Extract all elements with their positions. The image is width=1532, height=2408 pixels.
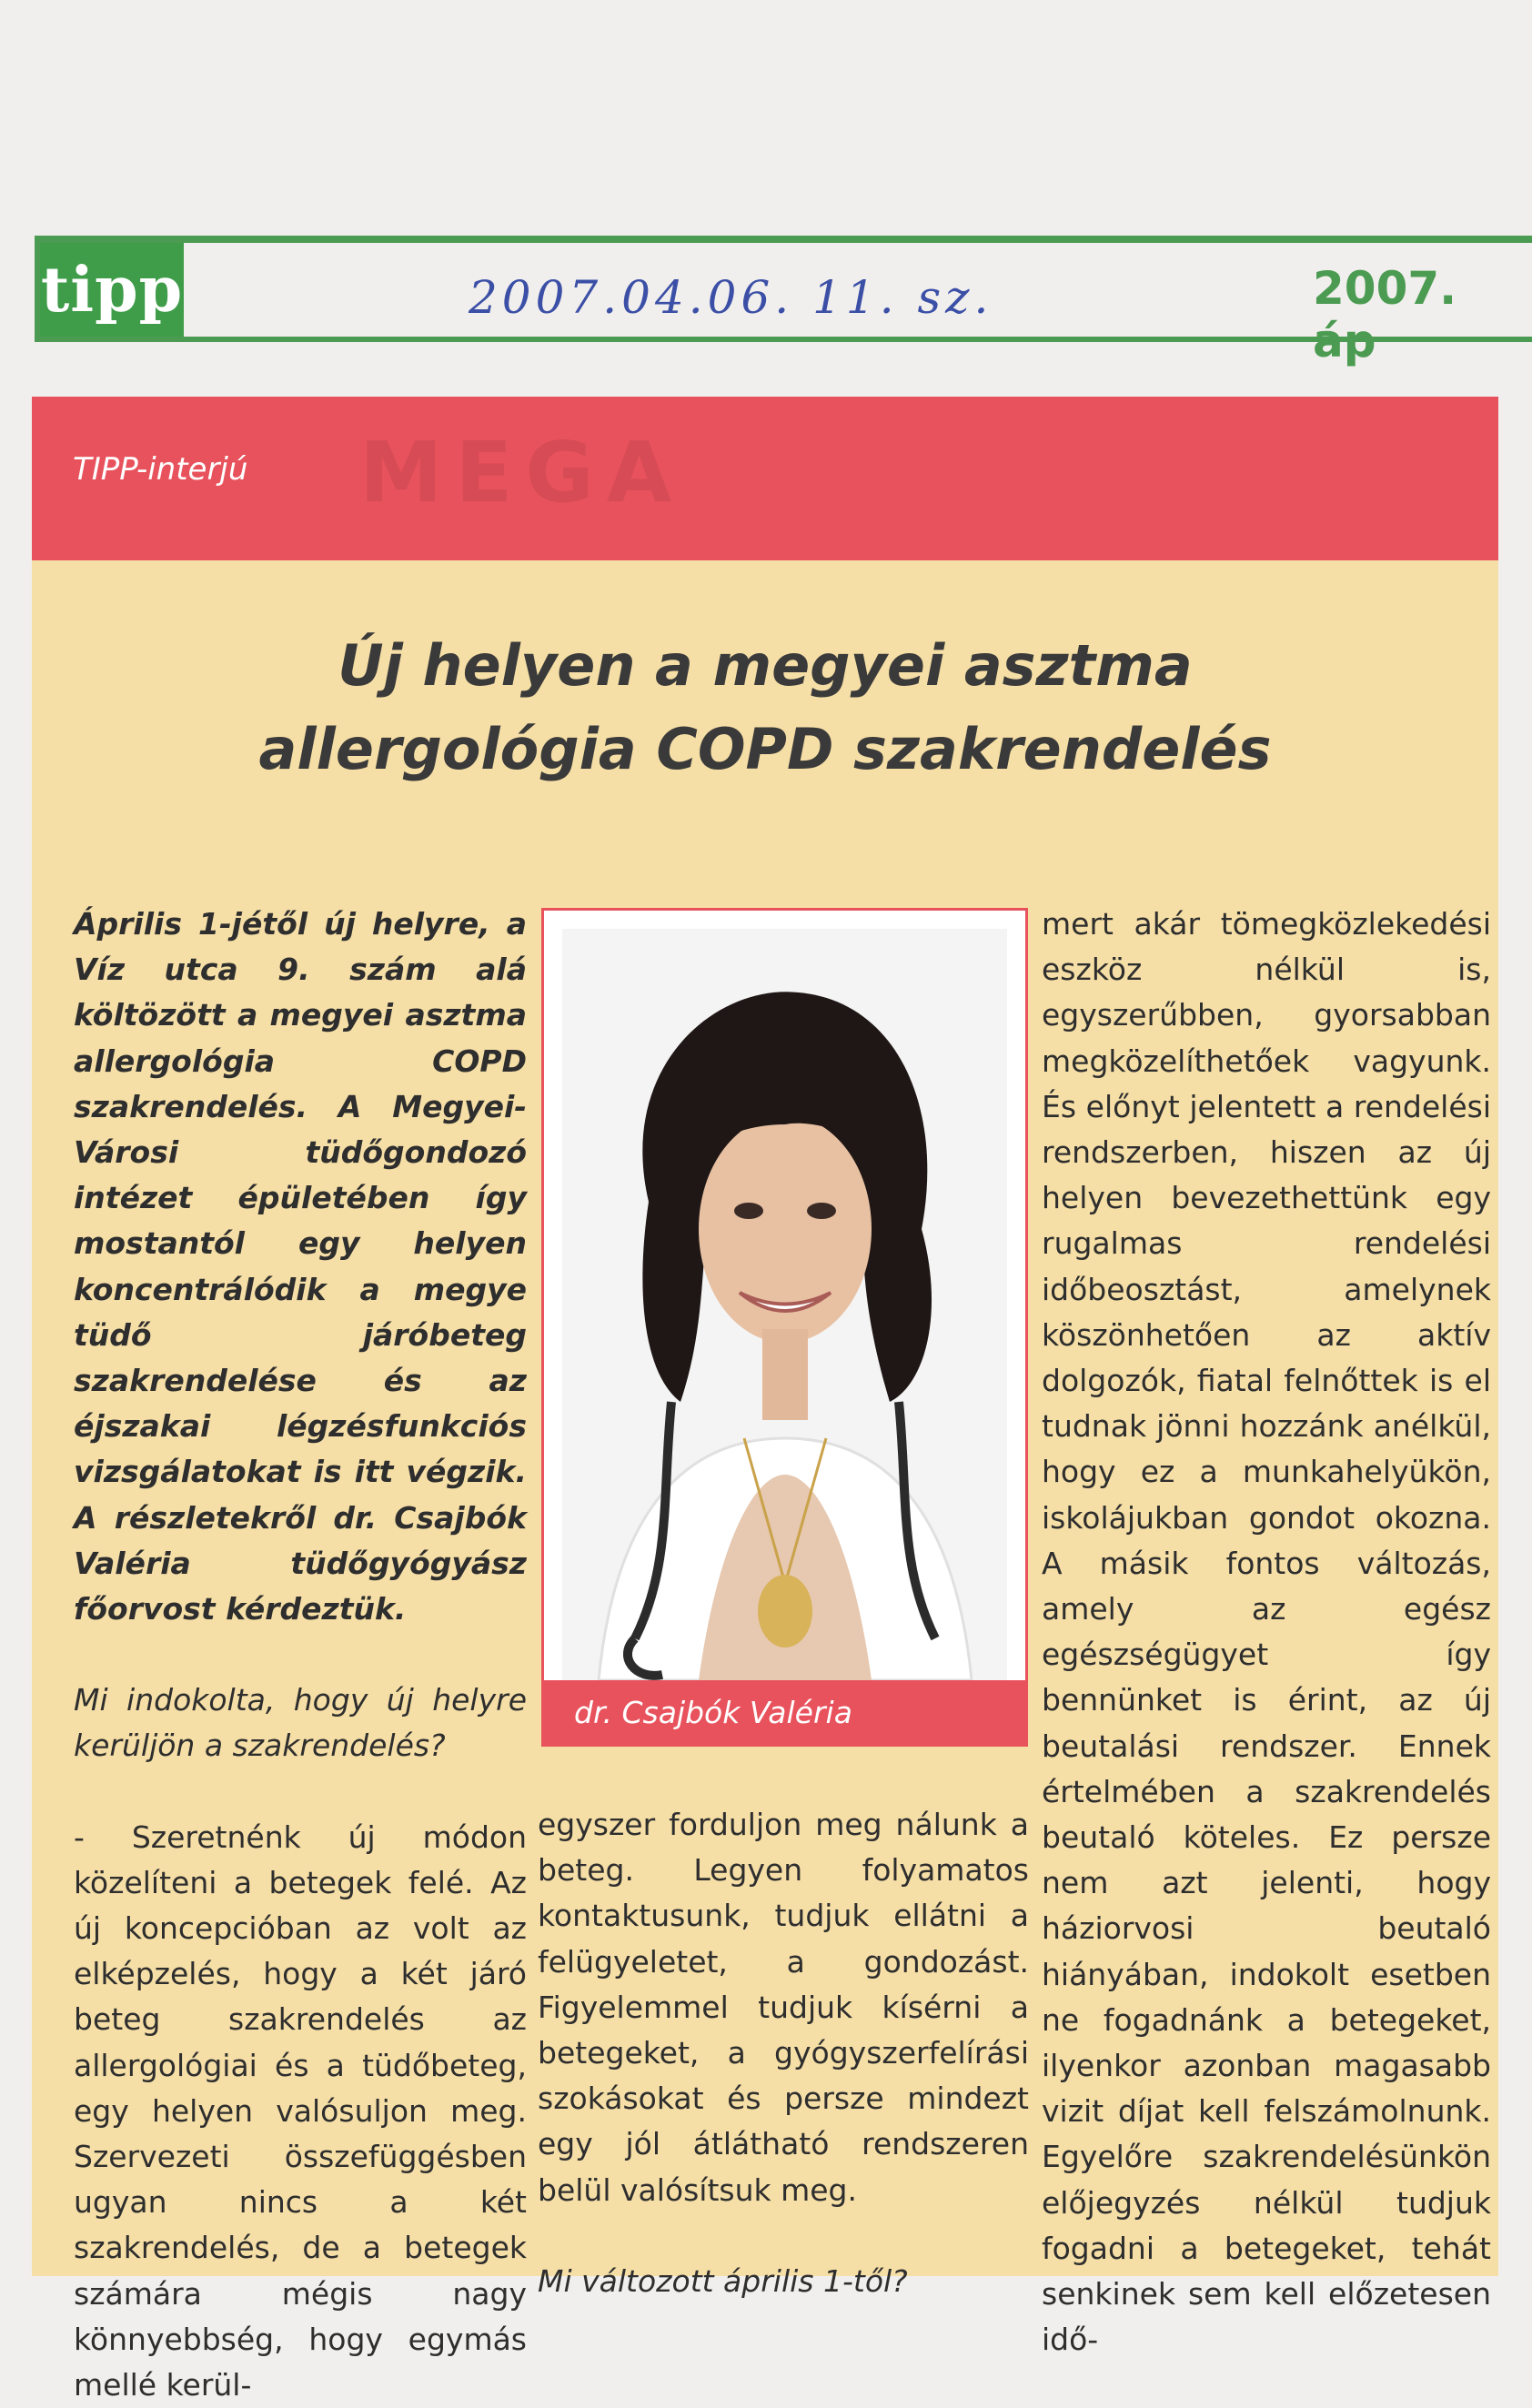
article-panel [32, 397, 1498, 2403]
header-rule-bottom [35, 337, 1532, 342]
rubric-band [32, 397, 1498, 560]
answer-2: mert akár tömegközlekedési eszköz nélkül is, egyszerűbben, gyorsabban megközelíthetőek vagyunk. És előnyt jelentett a rendelési rendszerben, hiszen az új helyen bevezethettünk egy rugalmas rendelési időbeosztást, amelynek köszönhetően az aktív dolgozók, fiatal felnőttek is el tudnak jönni hozzánk anélkül, hogy ez a munkahelyükön, iskolájukban gondot okozna. A másik fontos változás, amely az egész egészségügyet így bennünket is érint, az új beutalási rendszer. Ennek értelmében a szakrendelés beutaló köteles. Ez persze nem azt jelenti, hogy háziorvosi beutaló hiányában, indokolt esetben ne fogadnánk a betegeket, ilyenkor azonban magasabb vizit díjat kell felszámolnunk. Egyelőre szakrendelésünkön előjegyzés nélkül tudjuk fogadni a betegeket, tehát senkinek sem kell előzetesen idő- [1042, 906, 1491, 2358]
portrait-illustration [562, 929, 1007, 1680]
spacer [74, 1769, 527, 1815]
column-1 [74, 902, 527, 2408]
headline-line-1: Új helyen a megyei asztma [338, 632, 1193, 699]
issue-date: 2007. áp [1313, 262, 1457, 368]
photo-caption: dr. Csajbók Valéria [544, 1680, 1025, 1744]
rubric-label: TIPP-interjú [73, 451, 248, 488]
header-rule-top [35, 236, 1532, 243]
question-1: Mi indokolta, hogy új helyre kerüljön a szakrendelés? [74, 1682, 527, 1764]
answer-1: - Szeretnénk új módon közelíteni a betegek felé. Az új koncepcióban az volt az elképzelés, hogy a két járó beteg szakrendelés az allergológiai és a tüdőbeteg, egy helyen valósuljon meg. Szervezeti összefüggésben ugyan nincs a két szakrendelés, de a betegek számára mégis nagy könnyebbség, hogy egymás mellé kerül- [74, 1819, 527, 2403]
photo-frame [541, 908, 1028, 1747]
column-2 [538, 1802, 1029, 2304]
spacer [538, 2213, 1029, 2259]
headline-line-2: allergológia COPD szakrendelés [258, 716, 1272, 782]
spacer [74, 1632, 527, 1678]
bleed-through-text: MEGA [359, 424, 685, 521]
tipp-logo: tipp [40, 243, 184, 337]
lead-paragraph: Április 1-jétől új helyre, a Víz utca 9. szám alá költözött a megyei asztma allergológia COPD szakrendelés. A Megyei-Városi tüdőgondozó intézet épületében így mostantól egy helyen koncentrálódik a megye tüdő járóbeteg szakrendelése és az éjszakai légzésfunkciós vizsgálatokat is itt végzik. A részletekről dr. Csajbók Valéria tüdőgyógyász főorvost kérdeztük. [74, 906, 527, 1627]
article-headline [32, 624, 1498, 791]
question-2: Mi változott április 1-től? [538, 2262, 908, 2299]
handwritten-date: 2007.04.06. 11. sz. [469, 271, 993, 324]
column-3 [1042, 902, 1491, 2363]
answer-1-continued: egyszer forduljon meg nálunk a beteg. Legyen folyamatos kontaktusunk, tudjuk ellátni a felügyeletet, a gondozást. Figyelemmel tudjuk kísérni a betegeket, a gyógyszerfelírási szokásokat és persze mindezt egy jól átlátható rendszeren belül valósítsuk meg. [538, 1807, 1029, 2208]
doctor-portrait-photo [562, 929, 1007, 1680]
